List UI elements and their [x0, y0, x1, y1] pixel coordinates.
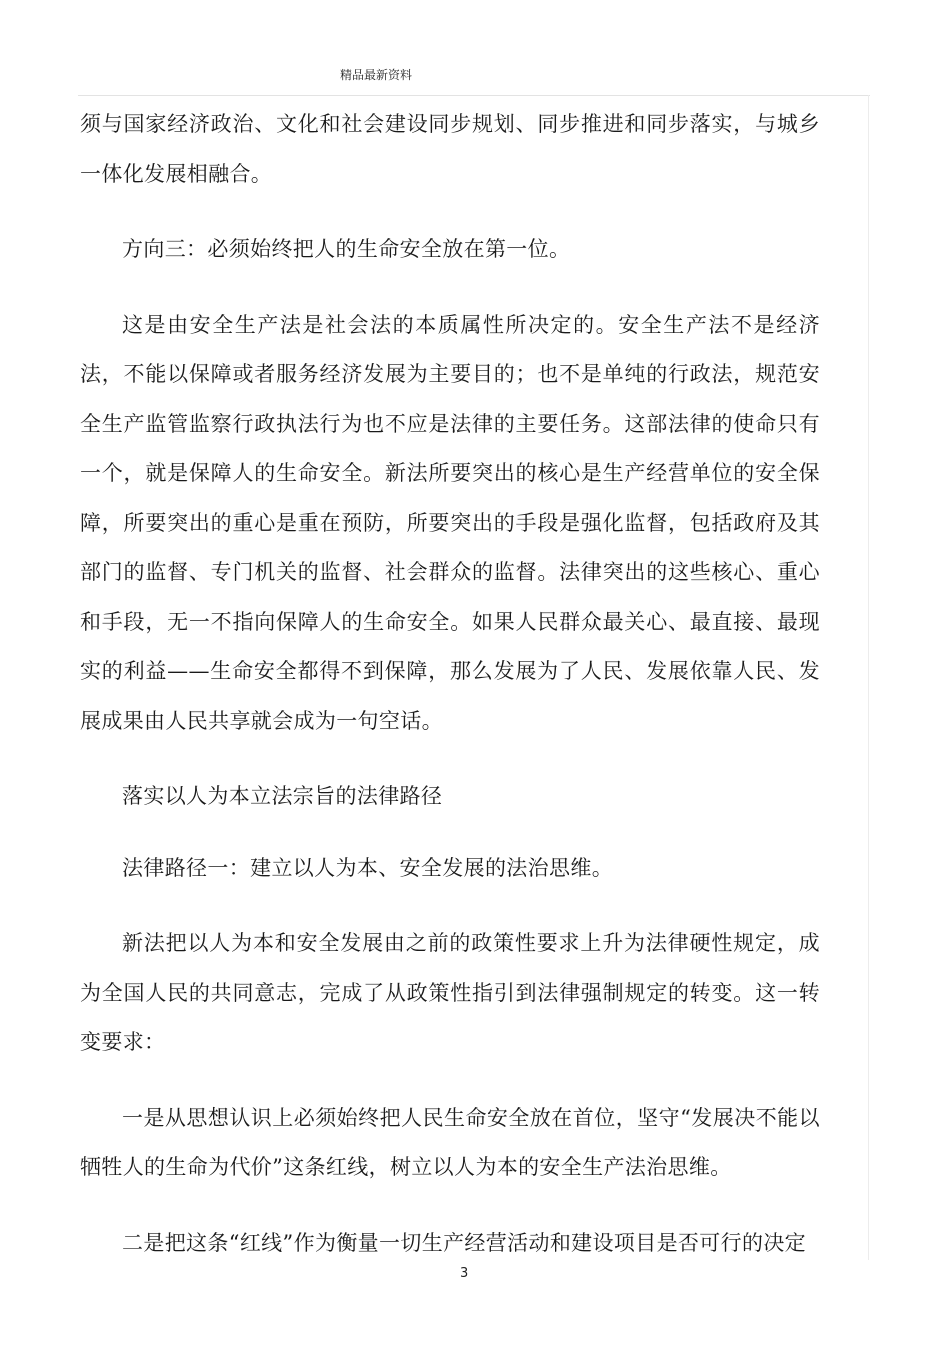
page-header: 精品最新资料: [340, 68, 413, 82]
section-heading-direction-three: 方向三：必须始终把人的生命安全放在第一位。: [122, 237, 571, 261]
paragraph-body: 新法把以人为本和安全发展由之前的政策性要求上升为法律硬性规定，成为全国人民的共同意志，完成了从政策性指引到法律强制规定的转变。这一转变要求：: [80, 931, 820, 1054]
page-number: 3: [460, 1266, 469, 1281]
section-heading-legal-path: 落实以人为本立法宗旨的法律路径: [122, 784, 443, 808]
paragraph-body: 一是从思想认识上必须始终把人民生命安全放在首位，坚守“发展决不能以牺牲人的生命为代价”这条红线，树立以人为本的安全生产法治思维。: [80, 1105, 820, 1179]
paragraph-continuation: 须与国家经济政治、文化和社会建设同步规划、同步推进和同步落实，与城乡一体化发展相融合。: [80, 112, 820, 186]
section-heading-path-one: 法律路径一：建立以人为本、安全发展的法治思维。: [122, 855, 614, 880]
paragraph-body: 二是把这条“红线”作为衡量一切生产经营活动和建设项目是否可行的决定: [122, 1230, 807, 1255]
header-divider: [78, 95, 870, 96]
document-body: [80, 100, 820, 1268]
paragraph-body: 这是由安全生产法是社会法的本质属性所决定的。安全生产法不是经济法，不能以保障或者服务经济发展为主要目的；也不是单纯的行政法，规范安全生产监管监察行政执法行为也不应是法律的主要任务。这部法律的使命只有一个，就是保障人的生命安全。新法所要突出的核心是生产经营单位的安全保障，所要突出的重心是重在预防，所要突出的手段是强化监督，包括政府及其部门的监督、专门机关的监督、社会群众的监督。法律突出的这些核心、重心和手段，无一不指向保障人的生命安全。如果人民群众最关心、最直接、最现实的利益——生命安全都得不到保障，那么发展为了人民、发展依靠人民、发展成果由人民共享就会成为一句空话。: [80, 312, 820, 733]
side-divider: [868, 95, 869, 1260]
